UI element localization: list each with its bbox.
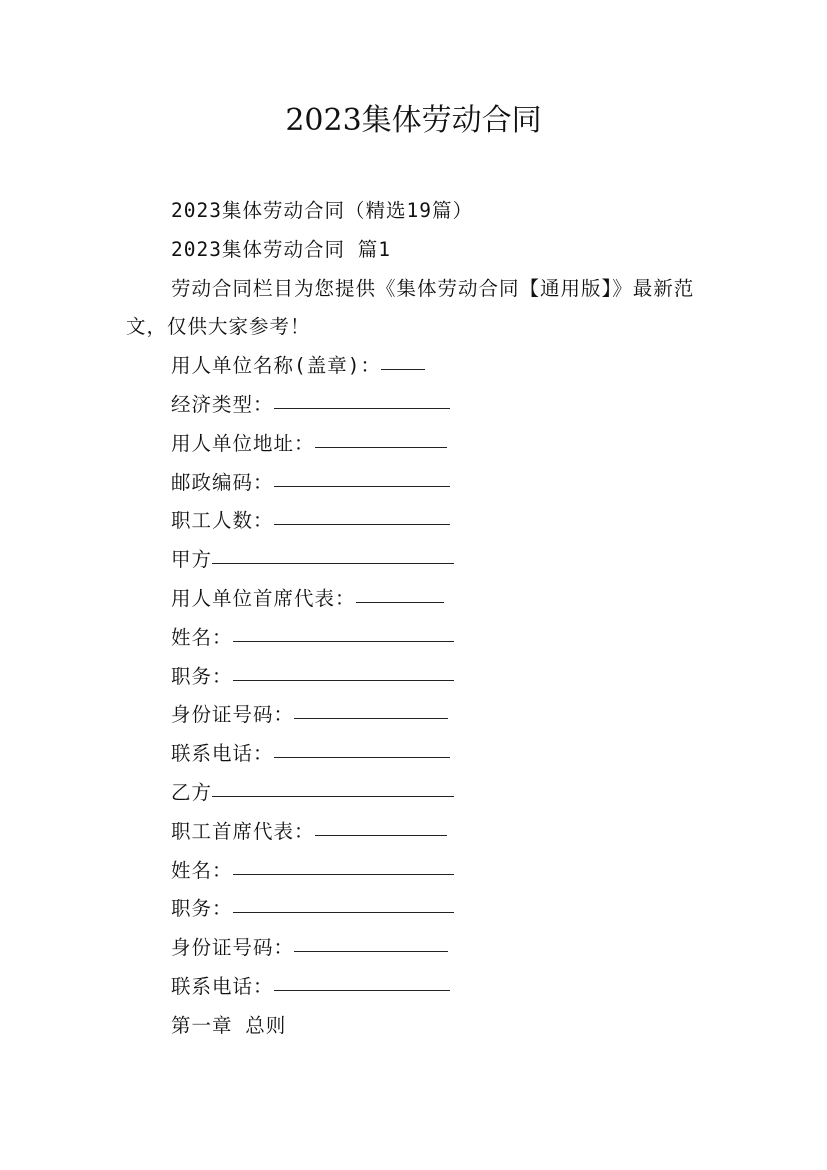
document-body (126, 192, 706, 1046)
form-field-employee-chief-rep (126, 813, 706, 852)
intro-paragraph: 劳动合同栏目为您提供《集体劳动合同【通用版】》最新范文，仅供大家参考！ (126, 276, 695, 339)
form-field-position-b (126, 890, 706, 929)
form-field-postal-code (126, 464, 706, 503)
form-field-employer-name (126, 347, 706, 386)
fill-in-blank (233, 617, 454, 642)
field-label: 职工人数： (171, 509, 274, 533)
form-field-name-b (126, 852, 706, 891)
fill-in-blank (274, 733, 450, 758)
form-field-party-b (126, 774, 706, 813)
form-field-position-a (126, 658, 706, 697)
field-label: 联系电话： (171, 742, 274, 766)
fill-in-blank (274, 384, 450, 409)
form-field-employee-count (126, 502, 706, 541)
field-label: 职务： (171, 664, 233, 688)
fill-in-blank (294, 927, 448, 952)
fill-in-blank (356, 578, 444, 603)
form-field-id-number-b (126, 929, 706, 968)
form-field-economic-type (126, 386, 706, 425)
fill-in-blank (274, 500, 450, 525)
fill-in-blank (274, 966, 450, 991)
chapter-heading: 第一章 总则 (171, 1013, 287, 1037)
form-field-employer-address (126, 425, 706, 464)
form-field-phone-b (126, 968, 706, 1007)
form-field-id-number-a (126, 696, 706, 735)
document-subtitle: 2023集体劳动合同（精选19篇） (171, 199, 473, 222)
fill-in-blank (212, 539, 454, 564)
form-field-party-a (126, 541, 706, 580)
fill-in-blank (315, 811, 447, 836)
field-label: 身份证号码： (171, 936, 295, 960)
section-heading: 2023集体劳动合同 篇1 (171, 237, 391, 261)
field-label: 邮政编码： (171, 470, 274, 494)
fill-in-blank (315, 423, 447, 448)
field-label: 用人单位首席代表： (171, 586, 356, 610)
field-label: 身份证号码： (171, 703, 295, 727)
fill-in-blank (233, 850, 454, 875)
fill-in-blank (212, 772, 454, 797)
field-label: 乙方 (171, 780, 213, 804)
form-field-name-a (126, 619, 706, 658)
fill-in-blank (381, 345, 425, 370)
field-label: 联系电话： (171, 974, 274, 998)
fill-in-blank (294, 694, 448, 719)
field-label: 姓名： (171, 858, 233, 882)
form-field-employer-chief-rep (126, 580, 706, 619)
field-label: 职务： (171, 897, 233, 921)
document-title: 2023集体劳动合同 (285, 103, 542, 138)
form-field-phone-a (126, 735, 706, 774)
field-label: 经济类型： (171, 392, 274, 416)
field-label: 姓名： (171, 625, 233, 649)
field-label: 用人单位名称(盖章)： (171, 354, 381, 378)
field-label: 甲方 (171, 548, 213, 572)
fill-in-blank (274, 462, 450, 487)
fill-in-blank (233, 888, 454, 913)
fill-in-blank (233, 656, 454, 681)
field-label: 用人单位地址： (171, 431, 315, 455)
field-label: 职工首席代表： (171, 819, 315, 843)
